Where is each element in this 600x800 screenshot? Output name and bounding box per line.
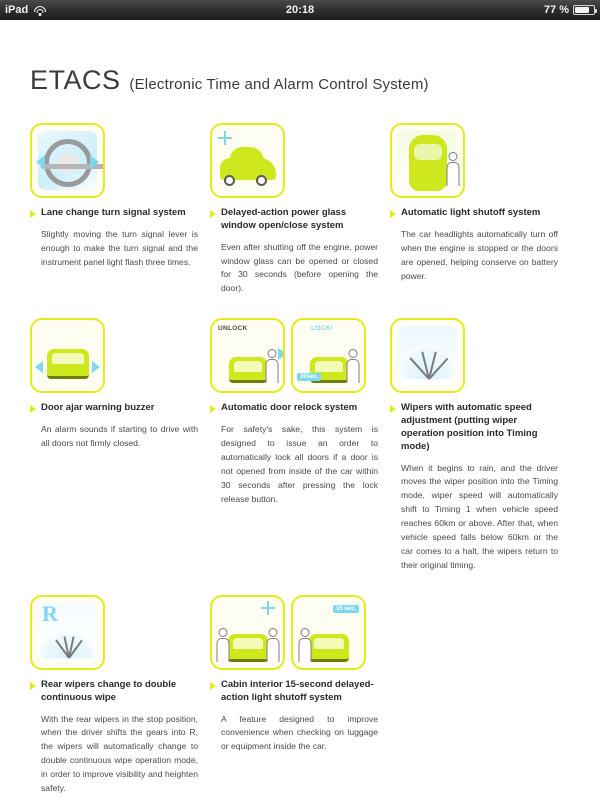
cabin-light-on-thumbnail[interactable]	[210, 595, 285, 670]
person-icon	[298, 628, 311, 662]
car-lock-30sec-thumbnail[interactable]	[291, 318, 366, 393]
lock-label: LOCK!	[311, 325, 334, 333]
feature-card-empty	[390, 595, 570, 796]
windshield-wiper-thumbnail[interactable]	[390, 318, 465, 393]
person-icon	[266, 628, 279, 662]
feature-caption-text: Cabin interior 15-second delayed-action light shutoff system	[221, 678, 374, 703]
feature-caption	[210, 207, 378, 233]
feature-row-3	[30, 595, 570, 796]
triangle-bullet-icon	[30, 682, 36, 690]
arrow-right-icon	[278, 348, 285, 360]
steering-wheel-thumbnail[interactable]	[30, 123, 105, 198]
car-open-doors-thumbnail[interactable]	[30, 318, 105, 393]
ios-status-bar	[0, 0, 600, 20]
cabin-light-15sec-thumbnail[interactable]	[291, 595, 366, 670]
car-top-icon	[409, 135, 447, 191]
car-top-view-headlights-thumbnail[interactable]	[390, 123, 465, 198]
feature-caption-text: Delayed-action power glass window open/close system	[221, 207, 347, 231]
thumbnail-group	[210, 318, 378, 393]
thumbnail-group	[30, 318, 198, 393]
status-bar-clock: 20:18	[285, 4, 315, 16]
rear-wiper-reverse-thumbnail[interactable]	[30, 595, 105, 670]
thumbnail-group	[210, 595, 378, 670]
feature-card-auto-door-relock	[210, 318, 390, 573]
car-front-icon	[47, 349, 89, 379]
page-title-subtitle: (Electronic Time and Alarm Control System)	[129, 76, 429, 93]
feature-body-text: A feature designed to improve convenience when checking on luggage or equipment inside the car.	[221, 713, 378, 752]
feature-caption-text: Automatic light shutoff system	[401, 207, 541, 218]
feature-caption-text: Lane change turn signal system	[41, 207, 186, 218]
wheel-icon	[256, 175, 267, 186]
page-title	[30, 60, 570, 97]
person-icon	[216, 628, 229, 662]
feature-row-2	[30, 318, 570, 573]
feature-body-text: Even after shutting off the engine, power window glass can be opened or closed for 30 seconds (before opening the door).	[221, 241, 378, 294]
feature-caption-text: Automatic door relock system	[221, 402, 358, 414]
feature-caption	[390, 207, 558, 220]
arrow-right-icon	[92, 361, 100, 373]
page-title-main: ETACS	[30, 65, 121, 95]
person-icon	[346, 349, 359, 383]
timer-badge: 15 sec.	[333, 605, 359, 613]
reverse-gear-label: R	[42, 600, 58, 626]
timer-badge: 30sec.	[297, 373, 321, 381]
feature-body-text: An alarm sounds if starting to drive with all doors not firmly closed.	[41, 424, 198, 449]
arrow-right-icon	[90, 155, 99, 169]
car-front-icon	[309, 634, 349, 662]
thumbnail-group	[390, 318, 558, 393]
feature-body-text: When it begins to rain, and the driver moves the wiper position into the Timing mode, wiper speed will automatically shift to Timing 1 when vehicle speed reaches 60km or above. After that, when vehicle speed falls below 60km or the car comes to a halt, the wipers return to their original timing.	[401, 462, 558, 571]
battery-icon	[573, 5, 595, 15]
triangle-bullet-icon	[390, 210, 396, 218]
feature-caption	[210, 679, 378, 705]
feature-body-text: Slightly moving the turn signal lever is enough to make the turn signal and the instrument panel light flash three times.	[41, 228, 198, 267]
feature-caption	[390, 402, 558, 453]
document-page	[0, 20, 600, 800]
feature-card-auto-light-shutoff	[390, 123, 570, 296]
thumbnail-group	[30, 595, 198, 670]
feature-caption	[30, 207, 198, 220]
feature-card-door-ajar-buzzer	[30, 318, 210, 573]
feature-card-cabin-light-shutoff	[210, 595, 390, 796]
feature-card-lane-change	[30, 123, 210, 296]
triangle-bullet-icon	[30, 210, 36, 218]
feature-row-1	[30, 123, 570, 296]
feature-body-text: For safety's sake, this system is designed to issue an order to automatically lock all doors if a door is not opened from inside of the car within 30 seconds after pressing the lock release button.	[221, 424, 378, 504]
device-label: iPad	[5, 4, 29, 16]
arrow-left-icon	[36, 155, 45, 169]
feature-caption-text: Rear wipers change to double continuous wipe	[41, 678, 177, 703]
feature-body-text: With the rear wipers in the stop position, when the driver shifts the gears into R, the wipers will automatically change to double continuous wipe operation mode, in order to improve visibility and heighten safety.	[41, 713, 198, 794]
car-front-icon	[229, 357, 267, 383]
feature-caption	[210, 402, 378, 415]
triangle-bullet-icon	[210, 405, 216, 413]
feature-card-power-window	[210, 123, 390, 296]
person-icon	[446, 152, 459, 186]
unlock-label: UNLOCK	[218, 325, 248, 333]
feature-caption	[30, 402, 198, 415]
thumbnail-group	[390, 123, 558, 198]
thumbnail-group	[30, 123, 198, 198]
thumbnail-group	[210, 123, 378, 198]
triangle-bullet-icon	[210, 210, 216, 218]
sparkle-icon	[218, 131, 232, 145]
wheel-icon	[224, 175, 235, 186]
triangle-bullet-icon	[210, 682, 216, 690]
feature-caption	[30, 679, 198, 705]
car-side-window-thumbnail[interactable]	[210, 123, 285, 198]
feature-card-rear-wiper-double-wipe	[30, 595, 210, 796]
person-icon	[265, 349, 278, 383]
arrow-left-icon	[35, 361, 43, 373]
triangle-bullet-icon	[390, 405, 396, 413]
triangle-bullet-icon	[30, 405, 36, 413]
feature-body-text: The car headlights automatically turn off when the engine is stopped or the doors are opened, helping conserve on battery power.	[401, 228, 558, 281]
feature-caption-text: Wipers with automatic speed adjustment (putting wiper operation position into Timing mode)	[401, 402, 538, 452]
feature-caption-text: Door ajar warning buzzer	[41, 402, 155, 414]
sparkle-icon	[261, 601, 275, 615]
car-front-icon	[228, 634, 268, 662]
steering-wheel-icon	[44, 139, 92, 187]
car-unlock-thumbnail[interactable]	[210, 318, 285, 393]
battery-percent-label: 77 %	[543, 4, 569, 16]
feature-card-auto-wiper-speed	[390, 318, 570, 573]
